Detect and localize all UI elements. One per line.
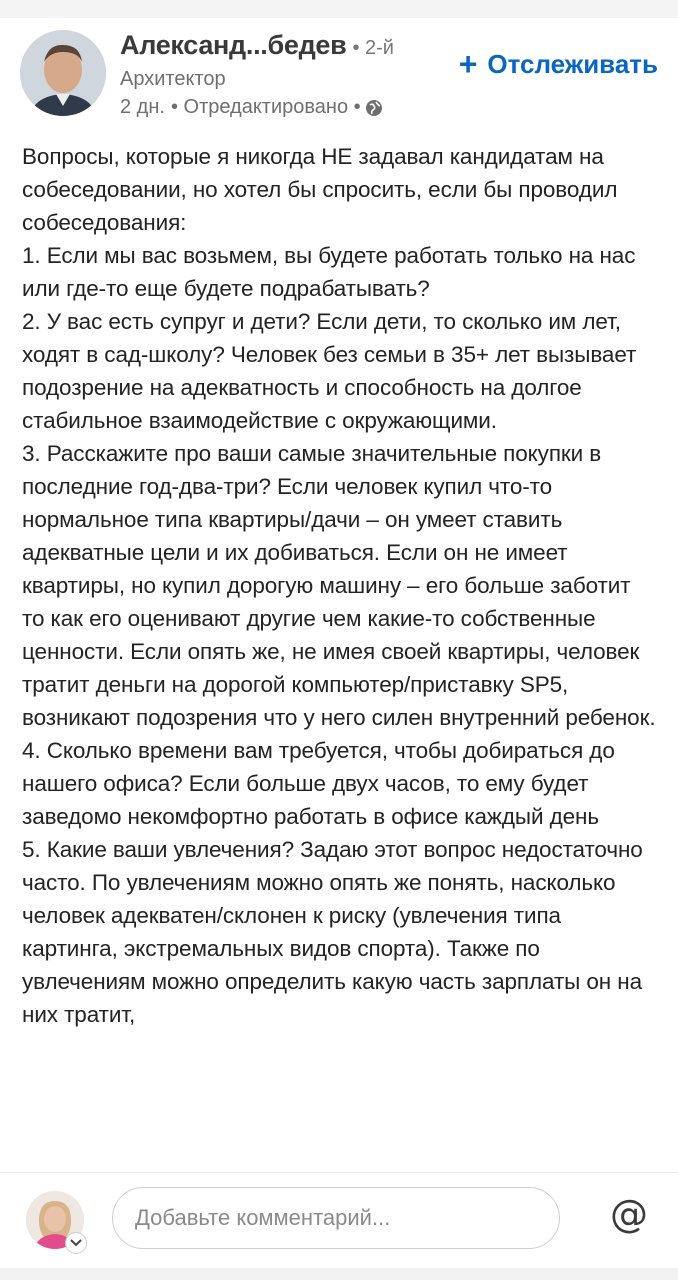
author-avatar[interactable]: [20, 30, 106, 116]
mention-icon: @: [610, 1192, 648, 1236]
post-header: [0, 18, 678, 128]
follow-button[interactable]: [459, 48, 658, 80]
follow-label: Отслеживать: [487, 48, 658, 79]
author-name[interactable]: Александ...бедев: [120, 30, 347, 60]
comment-bar: [0, 1172, 678, 1281]
post-paragraph: 4. Сколько времени вам требуется, чтобы добираться до нашего офиса? Если больше двух часов, то ему будет заведомо некомфортно работать в офисе каждый день: [22, 738, 615, 829]
connection-degree: • 2-й: [352, 37, 394, 59]
top-strip: [0, 0, 678, 18]
chevron-down-icon: [70, 1239, 82, 1247]
post-paragraph: 1. Если мы вас возьмем, вы будете работать только на нас или где-то еще будете подрабатывать?: [22, 243, 636, 301]
author-photo: [20, 30, 106, 116]
avatar-dropdown-button[interactable]: [66, 1233, 86, 1253]
author-title: Архитектор: [120, 68, 226, 90]
comment-input[interactable]: [112, 1187, 560, 1249]
post-paragraph: 3. Расскажите про ваши самые значительные покупки в последние год-два-три? Если человек купил что-то нормальное типа квартиры/дачи – он умеет ставить адекватные цели и их добиваться. Если он не имеет квартиры, но купил дорогую машину – его больше заботит то как его оценивают другие чем какие-то собственные ценности. Если опять же, не имея своей квартиры, человек тратит деньги на дорогой компьютер/приставку SP5, возникают подозрения что у него силен внутренний ребенок.: [22, 441, 656, 730]
post-paragraph: 5. Какие ваши увлечения? Задаю этот вопрос недостаточно часто. По увлечениям можно опять же понять, насколько человек адекватен/склонен к риску (увлечения типа картинга, экстремальных видов спорта). Также по увлечениям можно определить какую часть зарплаты он на них тратит,: [22, 837, 643, 1027]
mention-button[interactable]: [610, 1192, 648, 1236]
comment-placeholder: Добавьте комментарий...: [135, 1205, 391, 1230]
post-time: 2 дн.: [120, 96, 165, 118]
post-edited: • Отредактировано •: [170, 96, 361, 118]
post-paragraph: Вопросы, которые я никогда НЕ задавал кандидатам на собеседовании, но хотел бы спросить, если бы проводил собеседования:: [22, 144, 618, 235]
post-paragraph: 2. У вас есть супруг и дети? Если дети, то сколько им лет, ходят в сад-школу? Человек без семьи в 35+ лет вызывает подозрение на адекватность и способность на долгое стабильное взаимодействие с окружающими.: [22, 309, 637, 433]
post-body: [22, 140, 658, 1170]
globe-icon: [365, 99, 383, 117]
post-meta: [120, 96, 383, 119]
plus-icon: +: [458, 46, 478, 82]
author-name-row: [120, 30, 394, 61]
bottom-strip: [0, 1268, 678, 1280]
